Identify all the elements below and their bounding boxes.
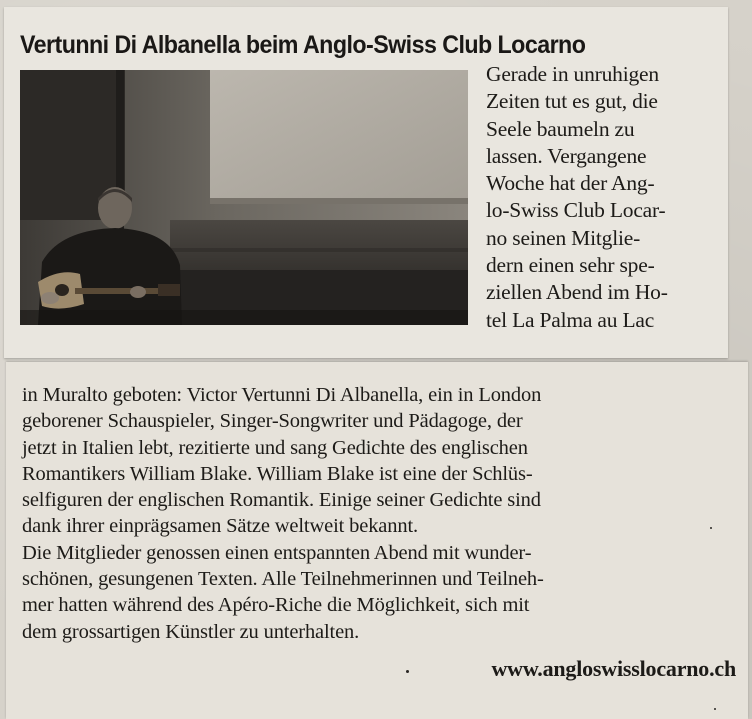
intro-line: Seele baumeln zu [486, 116, 635, 141]
photo-illustration [20, 70, 468, 325]
intro-line: ziellen Abend im Ho- [486, 280, 668, 305]
print-speck [714, 708, 716, 710]
intro-line: lassen. Vergangene [486, 143, 647, 168]
body-line: mer hatten während des Apéro-Riche die Möglichkeit, sich mit [22, 594, 530, 617]
article-intro [486, 61, 726, 334]
performer-with-guitar-photo [20, 70, 468, 325]
article-body [22, 382, 742, 645]
website-url: www.angloswisslocarno.ch [491, 656, 736, 681]
intro-line: dern einen sehr spe- [486, 253, 655, 278]
body-line: jetzt in Italien lebt, rezitierte und sang Gedichte des englischen [22, 436, 528, 459]
intro-line: no seinen Mitglie- [486, 225, 641, 250]
intro-line: Gerade in unruhigen [486, 62, 659, 86]
bullet-dot [406, 670, 409, 673]
body-line: Die Mitglieder genossen einen entspannten Abend mit wunder- [22, 541, 532, 564]
article-headline: Vertunni Di Albanella beim Anglo-Swiss Club Locarno [20, 31, 586, 59]
intro-line: Woche hat der Ang- [486, 171, 655, 196]
body-line: schönen, gesungenen Texten. Alle Teilnehmerinnen und Teilneh- [22, 568, 544, 591]
body-line: geborener Schauspieler, Singer-Songwriter und Pädagoge, der [22, 410, 523, 433]
body-line: selfiguren der englischen Romantik. Einige seiner Gedichte sind [22, 489, 541, 512]
intro-line: lo-Swiss Club Locar- [486, 198, 666, 223]
body-line: dank ihrer einprägsamen Sätze weltweit bekannt. [22, 515, 418, 538]
print-speck [710, 527, 712, 529]
body-line: Romantikers William Blake. William Blake ist eine der Schlüs- [22, 462, 533, 485]
body-line: dem grossartigen Künstler zu unterhalten. [22, 620, 360, 643]
body-line: in Muralto geboten: Victor Vertunni Di Albanella, ein in London [22, 384, 542, 406]
intro-line: Zeiten tut es gut, die [486, 89, 658, 114]
intro-line: tel La Palma au Lac [486, 307, 655, 332]
